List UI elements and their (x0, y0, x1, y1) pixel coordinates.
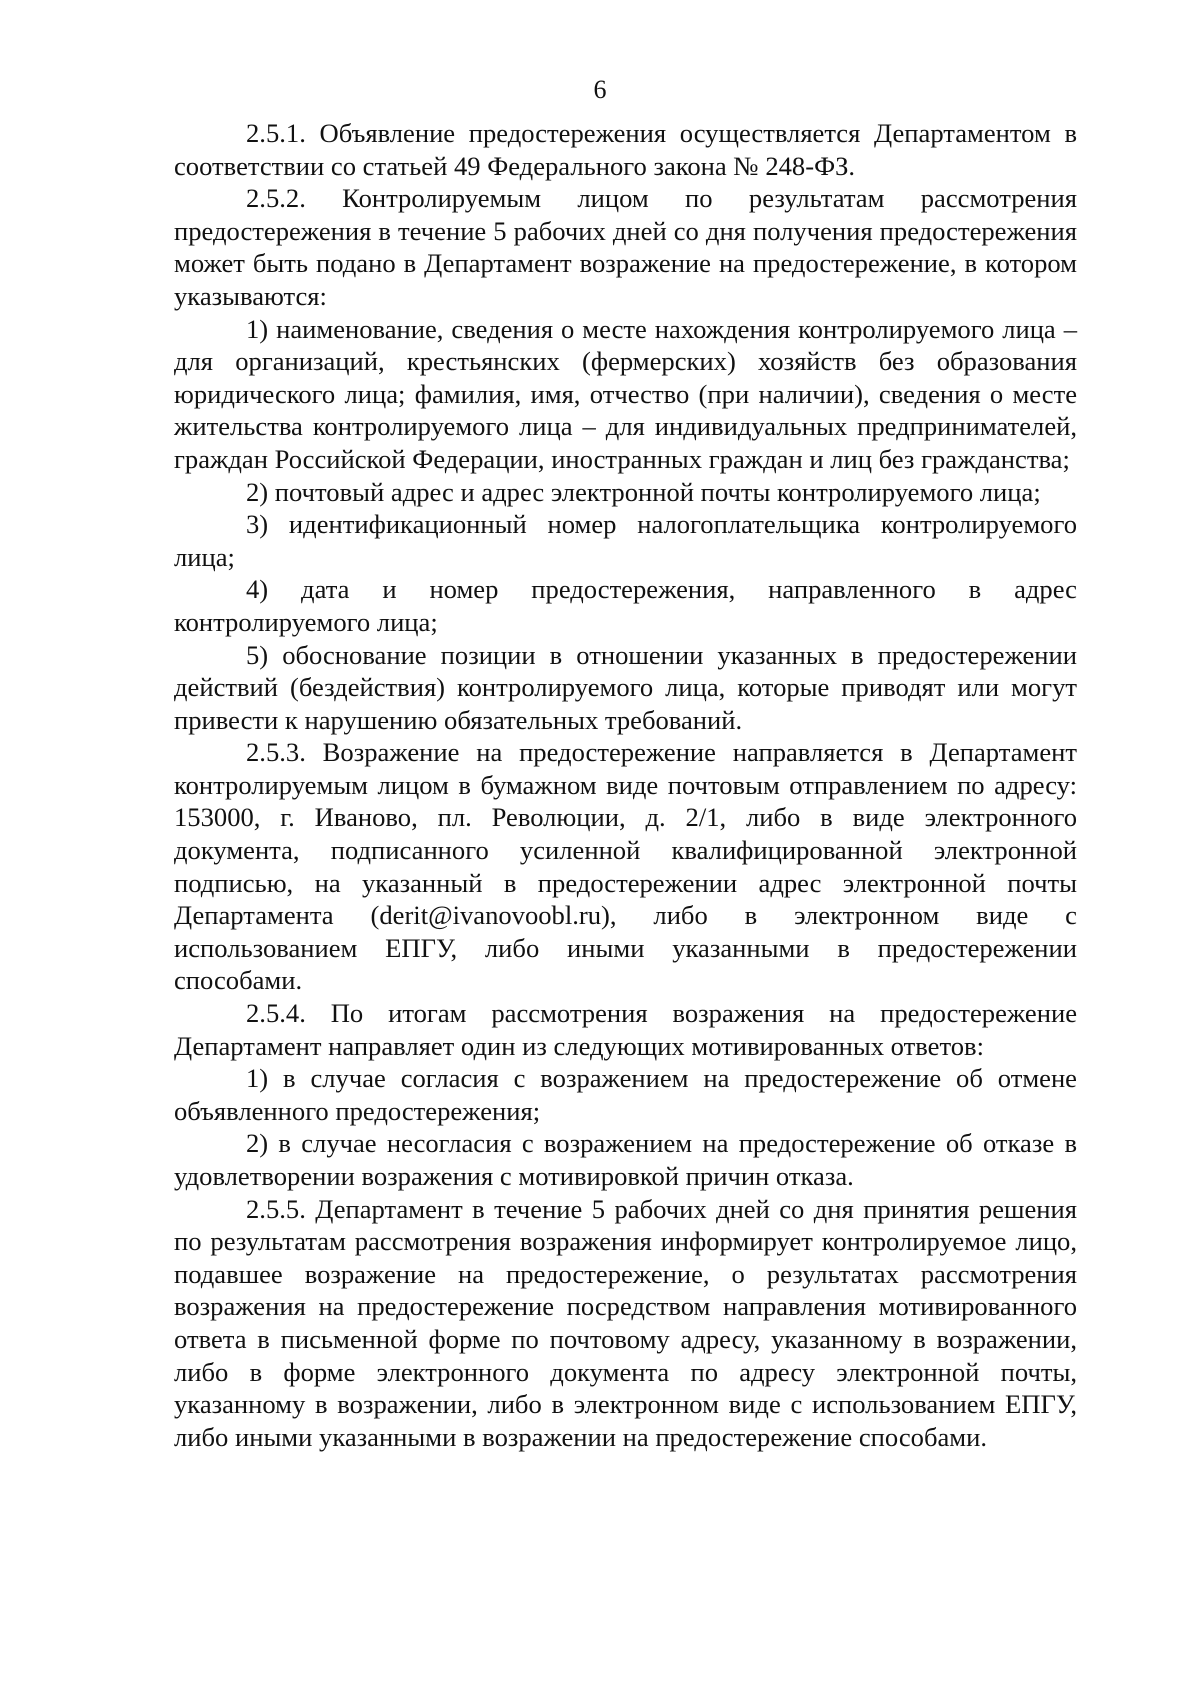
list-item-4-date-number: 4) дата и номер предостережения, направленного в адрес контролируемого лица; (174, 574, 1077, 637)
paragraph-2-5-2: 2.5.2. Контролируемым лицом по результатам рассмотрения предостережения в течение 5 рабочих дней со дня получения предостережения может быть подано в Департамент возражение на предостережение, в котором указываются: (174, 183, 1077, 311)
paragraph-2-5-5: 2.5.5. Департамент в течение 5 рабочих дней со дня принятия решения по результатам рассмотрения возражения информирует контролируемое лицо, подавшее возражение на предостережение, о результатах рассмотрения возражения на предостережение посредством направления мотивированного ответа в письменной форме по почтовому адресу, указанному в возражении, либо в форме электронного документа по адресу электронной почты, указанному в возражении, либо в электронном виде с использованием ЕПГУ, либо иными указанными в возражении на предостережение способами. (174, 1193, 1077, 1452)
list-item-3-inn: 3) идентификационный номер налогоплательщика контролируемого лица; (174, 509, 1077, 572)
answer-item-2-disagreement: 2) в случае несогласия с возражением на предостережение об отказе в удовлетворении возражения с мотивировкой причин отказа. (174, 1128, 1077, 1191)
list-item-2-postal-email: 2) почтовый адрес и адрес электронной почты контролируемого лица; (246, 476, 1041, 507)
list-item-5-justification: 5) обоснование позиции в отношении указанных в предостережении действий (бездействия) контролируемого лица, которые приводят или могут привести к нарушению обязательных требований. (174, 639, 1077, 735)
paragraph-2-5-1: 2.5.1. Объявление предостережения осуществляется Департаментом в соответствии со статьей 49 Федерального закона № 248-ФЗ. (174, 118, 1077, 181)
paragraph-2-5-3: 2.5.3. Возражение на предостережение направляется в Департамент контролируемым лицом в бумажном виде почтовым отправлением по адресу: 153000, г. Иваново, пл. Революции, д. 2/1, либо в виде электронного документа, подписанного усиленной квалифицированной электронной подписью, на указанный в предостережении адрес электронной почты Департамента (derit@ivanovoobl.ru), либо в электронном виде с использованием ЕПГУ, либо иными указанными в предостережении способами. (174, 737, 1077, 996)
paragraph-2-5-4: 2.5.4. По итогам рассмотрения возражения на предостережение Департамент направляет один из следующих мотивированных ответов: (174, 998, 1077, 1061)
list-item-1-name-location: 1) наименование, сведения о месте нахождения контролируемого лица – для организаций, крестьянских (фермерских) хозяйств без образования юридического лица; фамилия, имя, отчество (при наличии), сведения о месте жительства контролируемого лица – для индивидуальных предпринимателей, граждан Российской Федерации, иностранных граждан и лиц без гражданства; (174, 313, 1077, 474)
answer-item-1-consent: 1) в случае согласия с возражением на предостережение об отмене объявленного предостережения; (174, 1063, 1077, 1126)
page-number: 6 (593, 75, 607, 104)
document-body (174, 117, 1077, 1453)
